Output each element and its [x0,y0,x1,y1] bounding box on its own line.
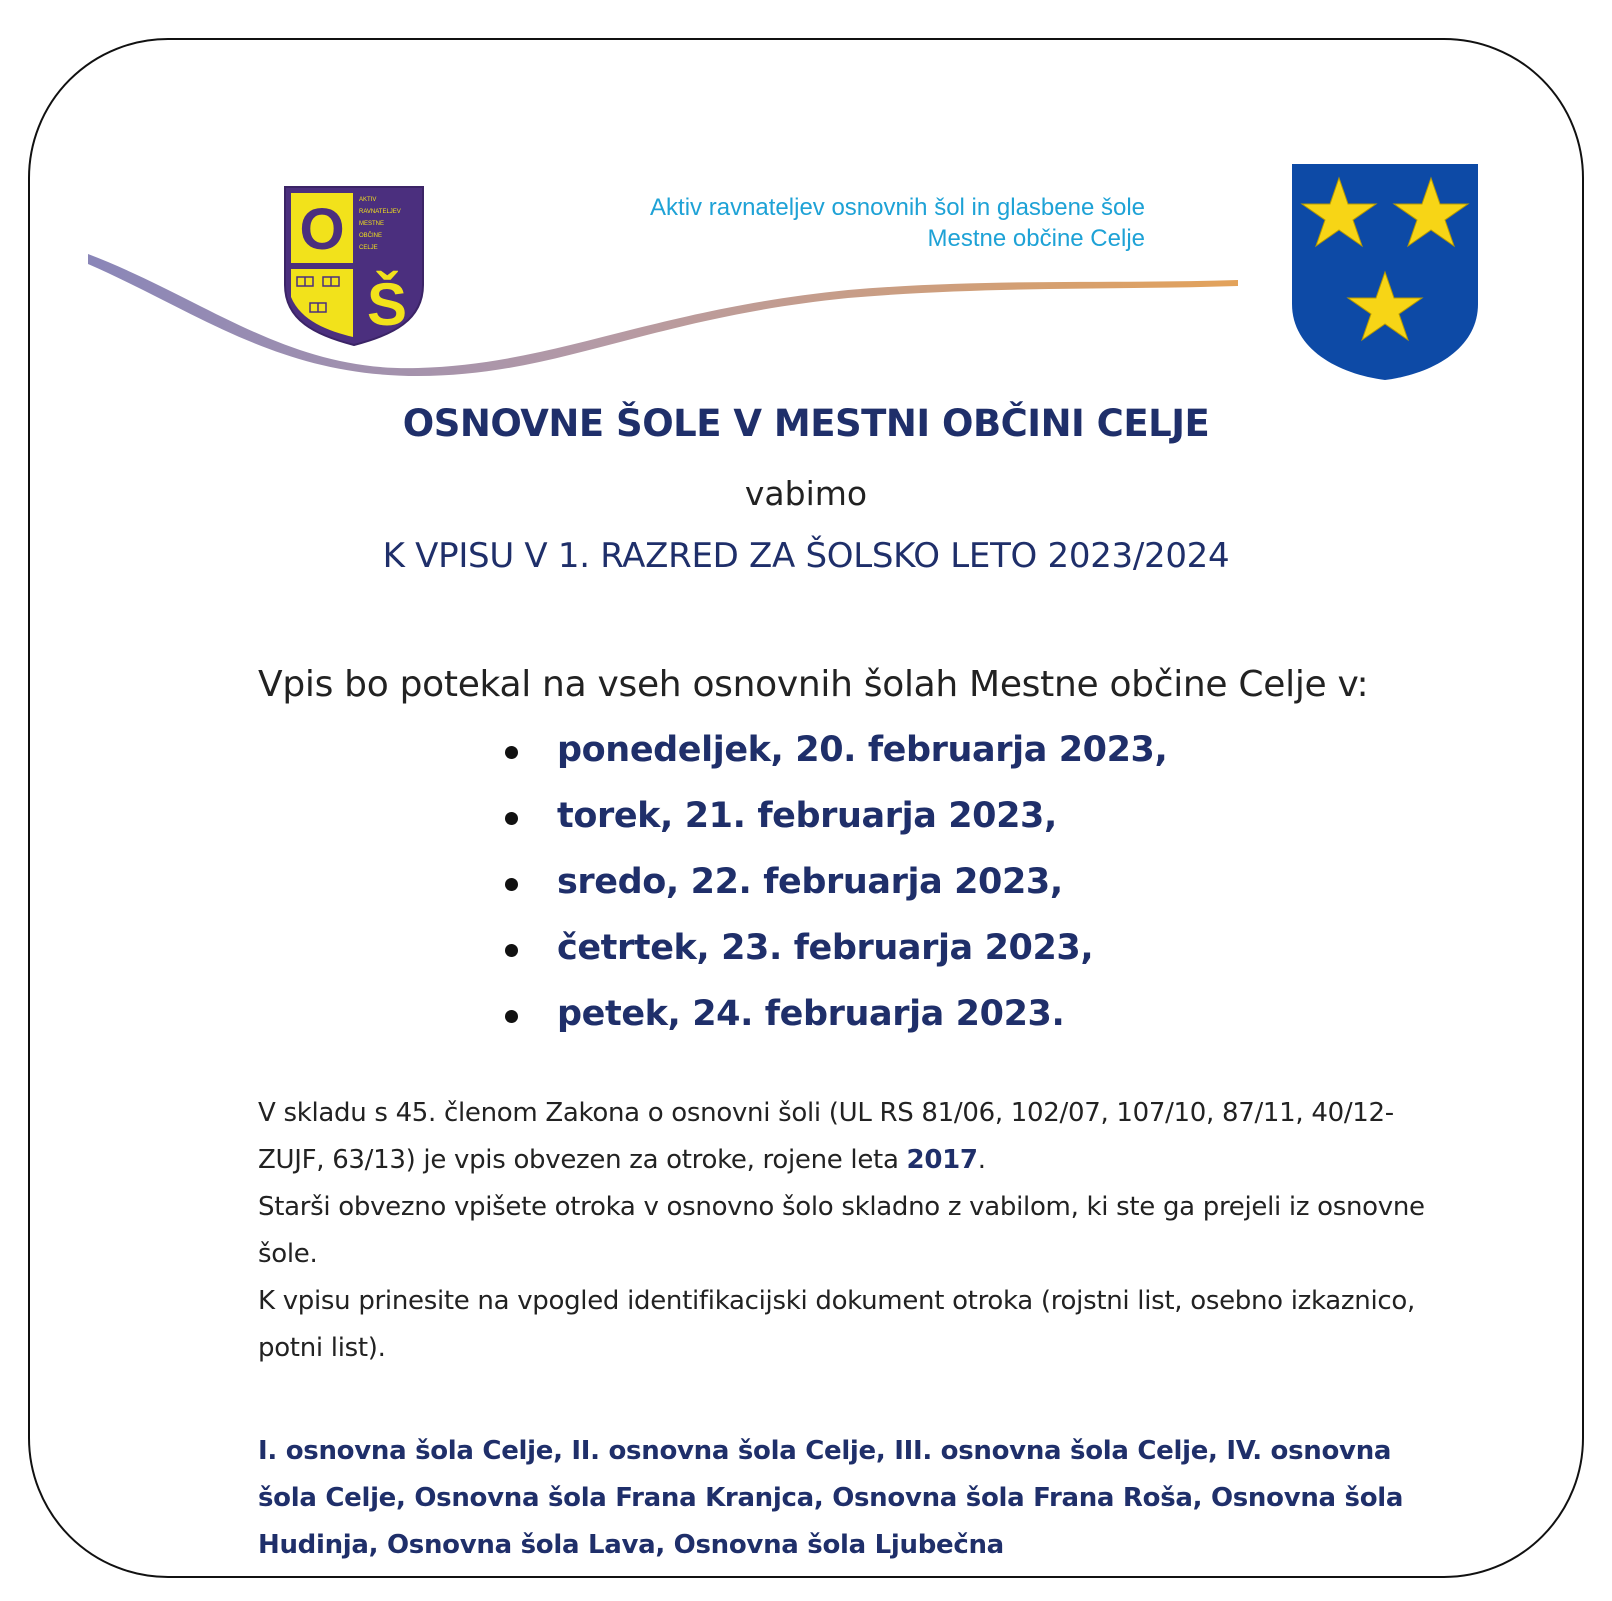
bullet-icon [505,944,518,957]
enrollment-date [505,918,1167,984]
parents-paragraph: Starši obvezno vpišete otroka v osnovno šolo skladno z vabilom, ki ste ga prejeli iz osnovne šole. [258,1192,1425,1269]
association-line-2: Mestne občine Celje [927,225,1145,252]
os-logo-caption-1: AKTIV [359,197,377,203]
law-text-end: . [977,1145,986,1175]
invite-text: vabimo [744,474,868,513]
documents-paragraph: K vpisu prinesite na vpogled identifikacijski dokument otroka (rojstni list, osebno izkaznico, potni list). [258,1286,1415,1363]
enrollment-intro: Vpis bo potekal na vseh osnovnih šolah Mestne občine Celje v: [258,664,1369,705]
os-logo-caption-2: RAVNATELJEV [359,209,401,215]
bullet-icon [505,746,518,759]
enrollment-date-text: torek, 21. februarja 2023, [557,796,1057,836]
law-text: V skladu s 45. členom Zakona o osnovni šoli (UL RS 81/06, 102/07, 107/10, 87/11, 40/12- ZUJF, 63/13) je vpis obvezen za otroke, rojene leta [258,1098,1394,1175]
bullet-icon [505,812,518,825]
os-logo-caption-5: CELJE [359,245,378,251]
os-logo-caption-3: MESTNE [359,221,385,227]
law-paragraph [258,1090,1438,1184]
association-line-1: Aktiv ravnateljev osnovnih šol in glasbene šole [650,194,1145,221]
page-subtitle: K VPISU V 1. RAZRED ZA ŠOLSKO LETO 2023/2024 [382,536,1230,576]
os-logo [283,185,425,347]
os-logo-letter-s: Š [366,271,408,338]
bullet-icon [505,1010,518,1023]
enrollment-date [505,720,1167,786]
enrollment-dates-list [505,720,1167,1050]
enrollment-date-text: četrtek, 23. februarja 2023, [557,928,1094,968]
birth-year: 2017 [906,1145,978,1175]
os-logo-letter-o: O [299,197,345,262]
os-logo-caption-4: OBČINE [359,233,383,239]
header-wave [88,240,1238,380]
enrollment-date [505,852,1167,918]
enrollment-date-text: ponedeljek, 20. februarja 2023, [557,730,1168,770]
enrollment-date [505,786,1167,852]
celje-coat-of-arms-icon [1292,164,1478,382]
bullet-icon [505,878,518,891]
page-title: OSNOVNE ŠOLE V MESTNI OBČINI CELJE [402,402,1210,445]
enrollment-date [505,984,1167,1050]
school-list: I. osnovna šola Celje, II. osnovna šola Celje, III. osnovna šola Celje, IV. osnovna šola Celje, Osnovna šola Frana Kranjca, Osnovna šola Frana Roša, Osnovna šola Hudinja, Osnovna šola Lava, Osnovna šola Ljubečna [258,1436,1404,1560]
enrollment-details [258,1090,1438,1372]
enrollment-date-text: petek, 24. februarja 2023. [557,994,1065,1034]
enrollment-date-text: sredo, 22. februarja 2023, [557,862,1063,902]
association-name [650,192,1145,254]
